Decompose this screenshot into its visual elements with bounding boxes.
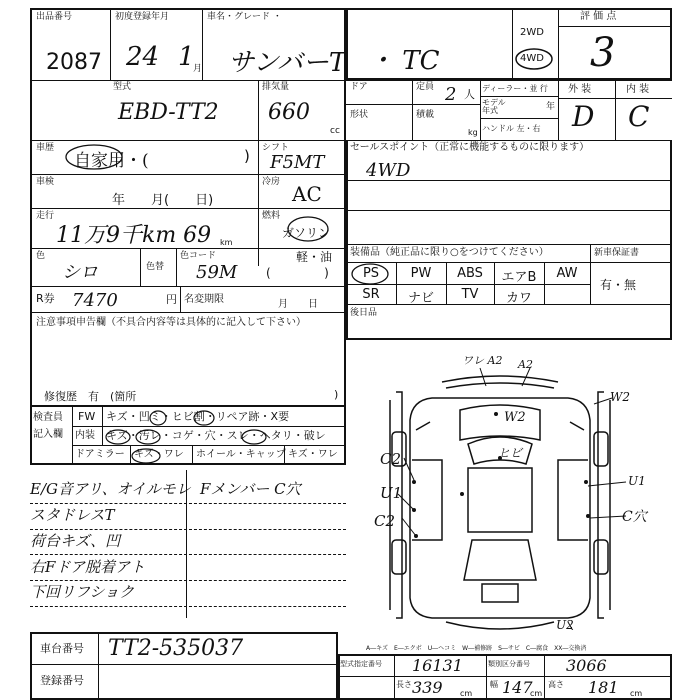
width-label: 幅 — [490, 680, 498, 689]
fw-label: FW — [78, 410, 96, 423]
color-label: 色 — [36, 251, 46, 261]
capacity-label: 定員 — [416, 82, 435, 92]
mark-left-1: C2 — [380, 450, 402, 468]
name-label: 車名・グレード ・ — [207, 12, 282, 22]
mark-windshield: ヒビ — [498, 446, 523, 460]
class-label: 類別区分番号 — [488, 660, 530, 668]
height-unit: cm — [630, 689, 643, 698]
history-label: 車歴 — [36, 143, 55, 153]
warranty-label: 新車保証書 — [594, 248, 640, 258]
mirror-items: キズ・ワレ — [134, 449, 184, 460]
recycle-label: R券 — [36, 292, 55, 305]
drive-4wd: 4WD — [520, 53, 544, 64]
chassis: TT2-535037 — [108, 636, 244, 661]
ac-label: 冷房 — [262, 177, 281, 187]
remark-5: 下回リフショク — [30, 583, 135, 601]
equip-sr: SR — [362, 287, 380, 302]
cc-unit: cc — [330, 126, 340, 136]
fuel-circle — [286, 214, 332, 244]
score-label: 評 価 点 — [580, 11, 617, 22]
mark-top-b: A2 — [518, 358, 533, 371]
class-value: 3066 — [566, 656, 607, 675]
notes-label: 注意事項申告欄（不具合内容等は具体的に記入して下さい） — [36, 317, 306, 328]
color-code-label: 色コード — [180, 251, 217, 261]
mark-right-2: C穴 — [622, 509, 647, 525]
lot-no: 2087 — [46, 50, 102, 75]
history-value: 自家用・( — [74, 151, 149, 171]
car-name: サンバーT — [228, 48, 347, 78]
warranty-options: 有・無 — [600, 278, 637, 292]
first-reg-month: 1 — [178, 42, 195, 72]
handle-label: ハンドル 左・右 — [482, 124, 541, 133]
fuel-options: 軽・油 — [296, 250, 333, 264]
mark-left-3: C2 — [374, 512, 396, 530]
inspection-parts: 年 月( 日) — [112, 193, 214, 208]
mark-right-1: U1 — [628, 474, 646, 488]
ext-label: 外 装 — [568, 84, 592, 95]
fuel: ガソリン — [282, 226, 331, 240]
mark-top-a: ワレ A2 — [462, 354, 503, 367]
equip-navi: ナビ — [407, 291, 434, 306]
equip-airbag: エアB — [501, 270, 537, 285]
mark-center-top: W2 — [504, 410, 526, 425]
length: 339 — [412, 678, 443, 697]
mileage: 11万9千km 69 — [56, 223, 212, 248]
inspector-label-1: 検査員 — [33, 412, 63, 423]
fw-items: キズ・凹ミ・ヒビ割・リペア跡・X要 — [106, 410, 290, 423]
width: 147 — [502, 678, 533, 697]
color-code: 59M — [196, 262, 238, 283]
mileage-label: 走行 — [36, 211, 55, 221]
year-unit: 年 — [546, 102, 556, 112]
inspection-label: 車検 — [36, 177, 55, 187]
equip-tv: TV — [461, 287, 479, 302]
yen-unit: 円 — [166, 293, 177, 306]
shift: F5MT — [270, 152, 325, 173]
wheel-items: キズ・ワレ — [288, 449, 338, 460]
inspector-label-2: 記入欄 — [33, 429, 63, 440]
wheel-label: ホイール・キャップ — [196, 449, 286, 460]
name-change-label: 名変期限 — [184, 294, 224, 305]
equip-aw: AW — [556, 266, 578, 281]
sales-point-label: セールスポイント（正常に機能するものに限ります） — [350, 142, 590, 153]
capacity-unit: 人 — [464, 88, 475, 101]
repair-close: ) — [334, 388, 339, 401]
interior-label: 内装 — [75, 430, 95, 441]
equip-ps: PS — [362, 266, 380, 281]
remark-2: スタドレスT — [30, 506, 115, 524]
equip-label: 装備品（純正品に限り○をつけてください） — [350, 247, 549, 258]
header-right-frame — [346, 8, 672, 80]
fuel-label: 燃料 — [262, 211, 281, 221]
curr-value: 16131 — [412, 656, 463, 675]
lot-no-label: 出品番号 — [36, 12, 73, 22]
remark-right: Fメンバー C穴 — [200, 480, 301, 498]
equip-pw: PW — [410, 266, 432, 281]
reg-label: 登録番号 — [40, 674, 84, 687]
history-circle — [64, 142, 126, 172]
model-label: 型式 — [113, 82, 132, 92]
length-label: 長さ — [396, 680, 412, 689]
ext-score: D — [572, 100, 595, 133]
km-unit: km — [220, 238, 233, 247]
displacement-label: 排気量 — [262, 82, 290, 92]
length-unit: cm — [460, 689, 473, 698]
remark-4: 右Fドア脱着アト — [30, 558, 145, 576]
repaint-label: 色替 — [146, 262, 165, 272]
door-label: ドア — [350, 82, 368, 92]
height-label: 高さ — [548, 680, 564, 689]
width-unit: cm — [530, 689, 543, 698]
model: EBD-TT2 — [118, 100, 219, 125]
remark-1: E/G音アリ、オイルモレ — [30, 480, 191, 498]
score: 3 — [590, 30, 616, 76]
grade: ・ TC — [368, 46, 440, 76]
load-label: 積載 — [416, 110, 435, 120]
model-year-label: モデル 年式 — [482, 98, 506, 115]
capacity: 2 — [445, 84, 457, 105]
history-close: ) — [244, 147, 250, 165]
kg-unit: kg — [468, 128, 478, 137]
name-change-parts: 月 日 — [278, 299, 318, 310]
remark-3: 荷台キズ、凹 — [30, 532, 121, 550]
mark-left-2: U1 — [380, 484, 403, 502]
first-reg-year: 24 — [126, 42, 160, 72]
drive-2wd: 2WD — [520, 27, 544, 38]
fuel-paren: ( ) — [266, 266, 329, 280]
equip-ps-circle — [348, 262, 392, 286]
legend: A―キズ E―エクボ U―ヘコミ W―補修跡 S―サビ C―腐食 XX―交換済 — [366, 645, 587, 652]
color: シロ — [62, 262, 98, 283]
mirror-label: ドアミラー — [75, 449, 125, 460]
int-label: 内 装 — [626, 84, 650, 95]
dealer-label: ディーラー・並 行 — [482, 84, 548, 93]
equip-leather: カワ — [505, 291, 532, 306]
mark-bottom: U2 — [556, 618, 574, 632]
mark-right-top: W2 — [610, 390, 630, 404]
displacement: 660 — [268, 100, 310, 125]
height: 181 — [588, 678, 619, 697]
first-reg-label: 初度登録年月 — [115, 12, 170, 22]
shape-label: 形状 — [350, 110, 369, 120]
equip-abs: ABS — [457, 266, 483, 281]
shift-label: シフト — [262, 143, 290, 153]
int-score: C — [628, 100, 650, 133]
drive-4wd-circle — [513, 46, 555, 72]
curr-label: 型式指定番号 — [340, 660, 382, 668]
chassis-label: 車台番号 — [40, 642, 84, 655]
sales-point: 4WD — [366, 160, 411, 181]
repair-label: 修復歴 有 (箇所 — [44, 390, 137, 403]
interior-items: キズ・汚レ・コゲ・穴・スレ・ヘタリ・破レ — [106, 429, 326, 442]
recycle: 7470 — [72, 290, 118, 311]
aftermarket-label: 後日品 — [350, 308, 378, 318]
inspector-marks — [100, 406, 346, 466]
month-unit: 月 — [193, 64, 203, 74]
ac: AC — [292, 182, 322, 206]
